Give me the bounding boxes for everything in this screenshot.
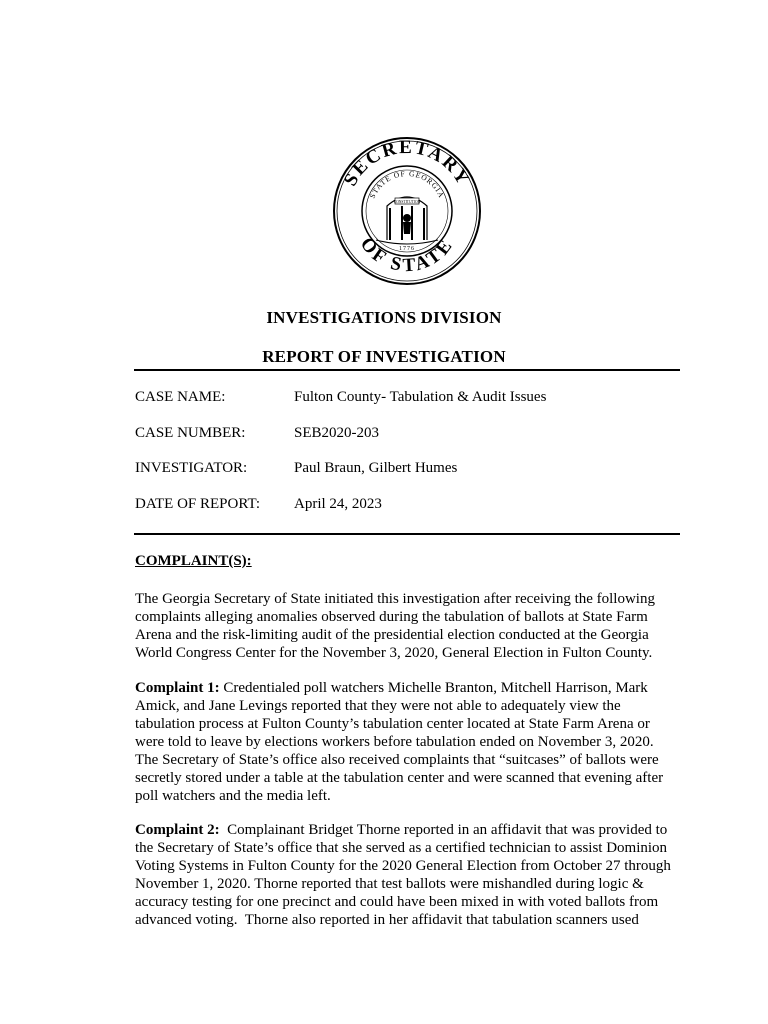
svg-text:STATE OF GEORGIA: STATE OF GEORGIA [367,168,447,200]
case-name-value: Fulton County- Tabulation & Audit Issues [294,389,547,405]
division-title: INVESTIGATIONS DIVISION [266,308,502,327]
bottom-rule [134,533,680,535]
svg-text:SECRETARY: SECRETARY [339,136,475,190]
complaint-2-line: accuracy testing for one precinct and could have been mixed in with voted ballots from [135,894,659,910]
intro-line: Arena and the risk-limiting audit of the presidential election conducted at the Georgia [135,627,649,643]
investigator-value: Paul Braun, Gilbert Humes [294,460,458,476]
date-of-report-label: DATE OF REPORT: [135,496,261,512]
complaint-2-line: Voting Systems in Fulton County for the 2020 General Election from October 27 through [135,858,671,874]
intro-line: World Congress Center for the November 3, 2020, General Election in Fulton County. [135,645,653,661]
complaint-1-line: Amick, and Jane Levings reported that they were not able to adequately view the [135,698,621,714]
intro-line: The Georgia Secretary of State initiated this investigation after receiving the following [135,591,655,607]
complaint-1-line: tabulation process at Fulton County’s tabulation center located at State Farm Arena or [135,716,650,732]
complaint-2-line: November 1, 2020. Thorne reported that test ballots were mishandled during logic & [135,876,644,892]
complaint-1-first-line: Credentialed poll watchers Michelle Branton, Mitchell Harrison, Mark [219,680,648,696]
complaint-1-label: Complaint 1: [135,680,220,696]
svg-text:1776: 1776 [399,246,415,252]
top-rule [134,369,680,371]
secretary-of-state-seal [332,136,482,286]
intro-paragraph [135,590,680,662]
complaint-2-line: advanced voting. Thorne also reported in her affidavit that tabulation scanners used [135,912,639,928]
report-title: REPORT OF INVESTIGATION [262,347,506,366]
complaint-2-label: Complaint 2: [135,822,220,838]
intro-line: complaints alleging anomalies observed during the tabulation of ballots at State Farm [135,609,648,625]
complaint-1-paragraph [135,679,680,805]
svg-text:CONSTITUTION: CONSTITUTION [393,200,421,204]
complaint-1-line: poll watchers and the media left. [135,788,331,804]
complaint-2-line: the Secretary of State’s office that she served as a certified technician to assist Dominion [135,840,668,856]
complaints-heading: COMPLAINT(S): [135,553,252,569]
complaint-1-line: were told to leave by elections workers before tabulation ended on November 3, 2020. [135,734,654,750]
complaint-1-line: The Secretary of State’s office also received complaints that “suitcases” of ballots were [135,752,659,768]
case-number-label: CASE NUMBER: [135,425,246,441]
date-of-report-value: April 24, 2023 [294,496,382,512]
investigator-label: INVESTIGATOR: [135,460,248,476]
svg-text:OF STATE: OF STATE [355,233,459,277]
complaint-1-line: secretly stored under a table at the tabulation center and were scanned that evening after [135,770,664,786]
case-name-label: CASE NAME: [135,389,226,405]
complaint-2-first-line: Complainant Bridget Thorne reported in an affidavit that was provided to [219,822,668,838]
case-number-value: SEB2020-203 [294,425,380,441]
complaint-2-paragraph [135,821,680,929]
